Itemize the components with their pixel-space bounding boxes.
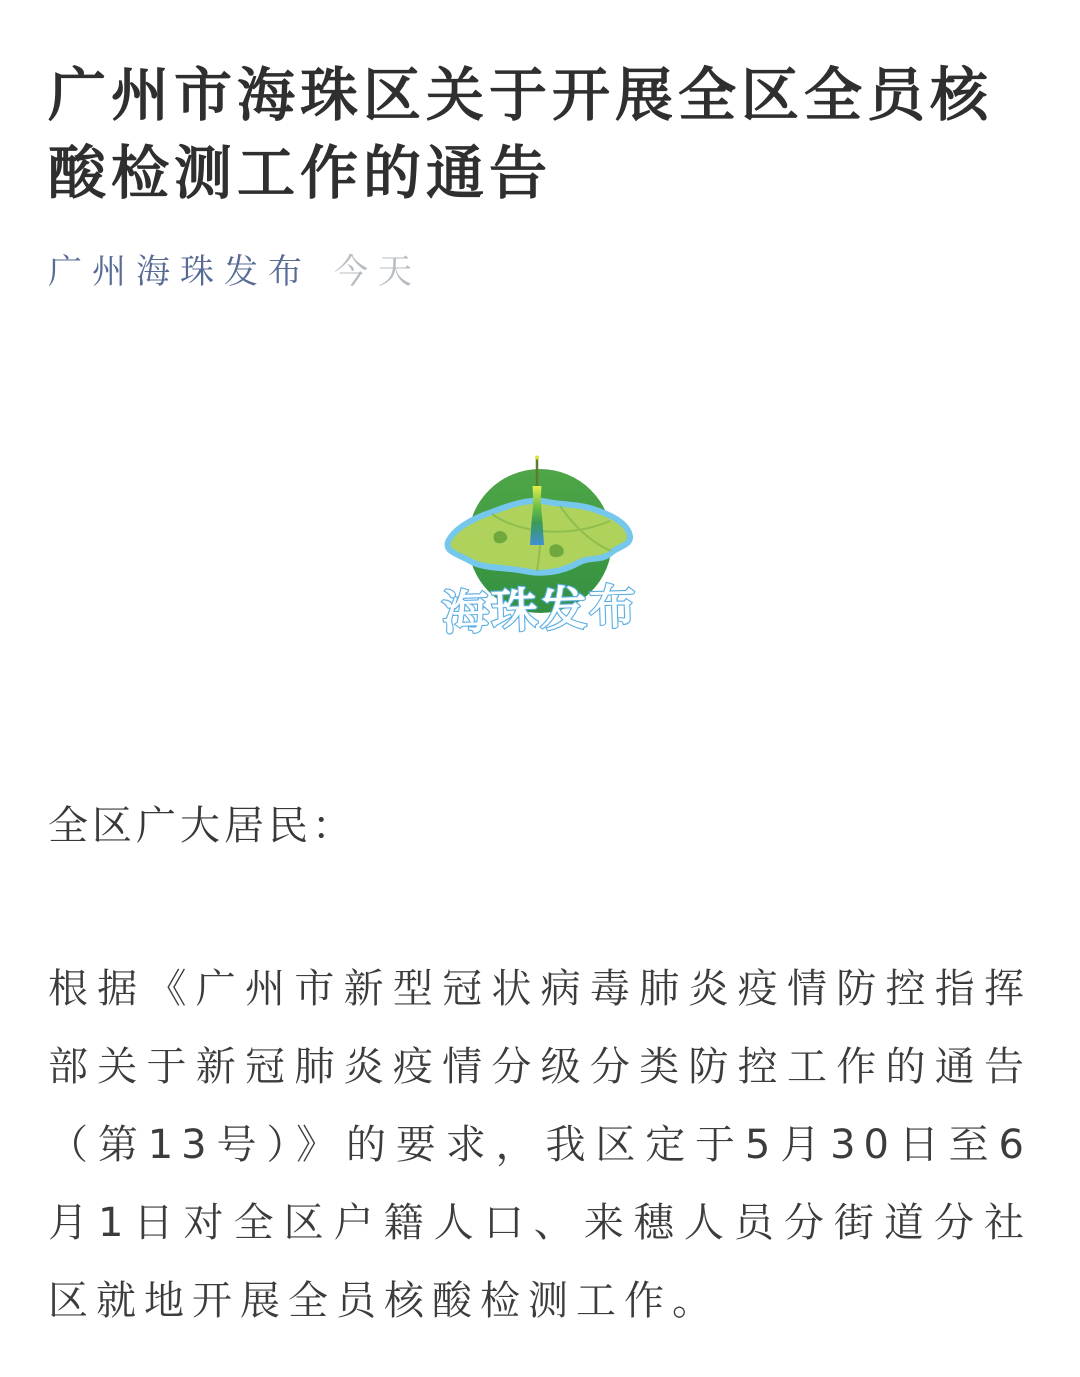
logo-wordmark: 海珠发布: [441, 579, 639, 642]
salutation: 全区广大居民：: [48, 803, 356, 849]
canton-tower-tip: [535, 456, 539, 460]
account-logo-image[interactable]: [440, 442, 640, 642]
article-meta: [48, 246, 1032, 290]
publish-date: 今天: [334, 251, 422, 292]
haizhu-fabu-logo-icon: [440, 442, 640, 642]
article-title: 广州市海珠区关于开展全区全员核酸检测工作的通告: [48, 61, 994, 207]
account-name-link[interactable]: 广州海珠发布: [48, 251, 312, 292]
body-paragraph: 根据《广州市新型冠状病毒肺炎疫情防控指挥部关于新冠肺炎疫情分级分类防控工作的通告（第13号）》的要求，我区定于5月30日至6月1日对全区户籍人口、来穗人员分街道分社区就地开展全员核酸检测工作。: [48, 966, 1032, 1324]
